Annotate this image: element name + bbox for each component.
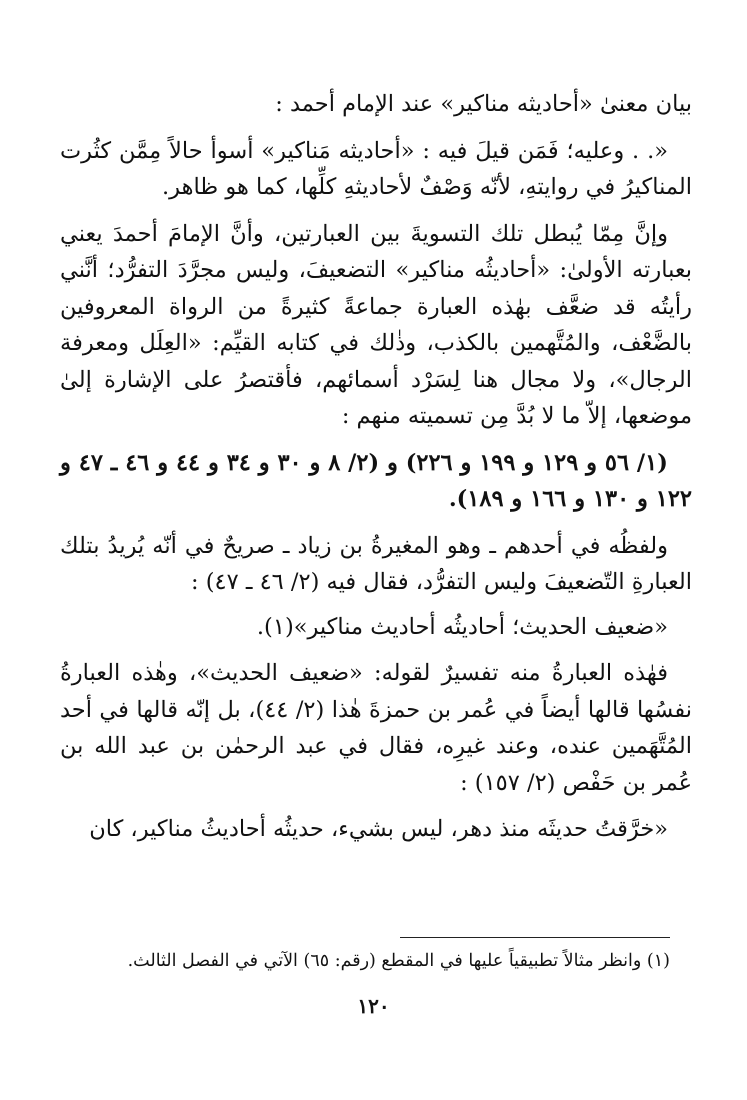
page-body — [60, 86, 692, 848]
section-heading: بيان معنىٰ «أحاديثه مناكير» عند الإمام أحمد : — [275, 91, 692, 117]
paragraph-3: ولفظُه في أحدهم ـ وهو المغيرةُ بن زياد ـ صريحٌ في أنّه يُريدُ بتلك العبارةِ التّضعيفَ وليس التفرُّد، فقال فيه (٢/ ٤٦ ـ ٤٧) : — [60, 532, 692, 595]
quotation-1: «ضعيف الحديث؛ أحاديثُه أحاديث مناكير»(١). — [256, 613, 668, 640]
footnote-divider — [400, 937, 670, 938]
page-number: ١٢٠ — [357, 994, 390, 1018]
paragraph-1: «. . وعليه؛ فَمَن قيلَ فيه : «أحاديثه مَناكير» أسوأ حالاً مِمَّن كثُرت المناكيرُ في روايتهِ، لأنّه وَصْفٌ لأحاديثهِ كلِّها، كما هو ظاهر. — [60, 137, 692, 200]
footnote: (١) وانظر مثالاً تطبيقياً عليها في المقطع (رقم: ٦٥) الآتي في الفصل الثالث. — [127, 951, 670, 971]
reference-list: (١/ ٥٦ و ١٢٩ و ١٩٩ و ٢٢٦) و (٢/ ٨ و ٣٠ و ٣٤ و ٤٤ و ٤٦ ـ ٤٧ و ١٢٢ و ١٣٠ و ١٦٦ و ١٨٩). — [60, 449, 692, 512]
paragraph-4: فهٰذه العبارةُ منه تفسيرٌ لقوله: «ضعيف الحديث»، وهٰذه العبارةُ نفسُها قالها أيضاً في عُمر بن حمزةَ هٰذا (٢/ ٤٤)، بل إنّه قالها في أحد المُتَّهَمين عنده، وعند غيرِه، فقال في عبد الرحمٰن بن عبد الله بن عُمر بن حَفْص (٢/ ١٥٧) : — [60, 660, 692, 796]
quotation-2: «خرَّقتُ حديثَه منذ دهر، ليس بشيء، حديثُه أحاديثُ مناكير، كان — [89, 816, 668, 842]
paragraph-2: وإنَّ مِمّا يُبطل تلك التسويةَ بين العبارتين، وأنَّ الإمامَ أحمدَ يعني بعبارته الأولىٰ: «أحاديثُه مناكير» التضعيفَ، وليس مجرَّدَ التفرُّد؛ أنَّني رأيتُه قد ضعَّف بهٰذه العبارة جماعةً كثيرةً من الرواة المعروفين بالضَّعْف، والمُتَّهمين بالكذب، وذٰلك في كتابه القيِّم: «العِلَل ومعرفة الرجال»، ولا مجال هنا لِسَرْد أسمائهم، فأقتصرُ على الإشارة إلىٰ موضعها، إلاّ ما لا بُدَّ مِن تسميته منهم : — [60, 220, 692, 429]
